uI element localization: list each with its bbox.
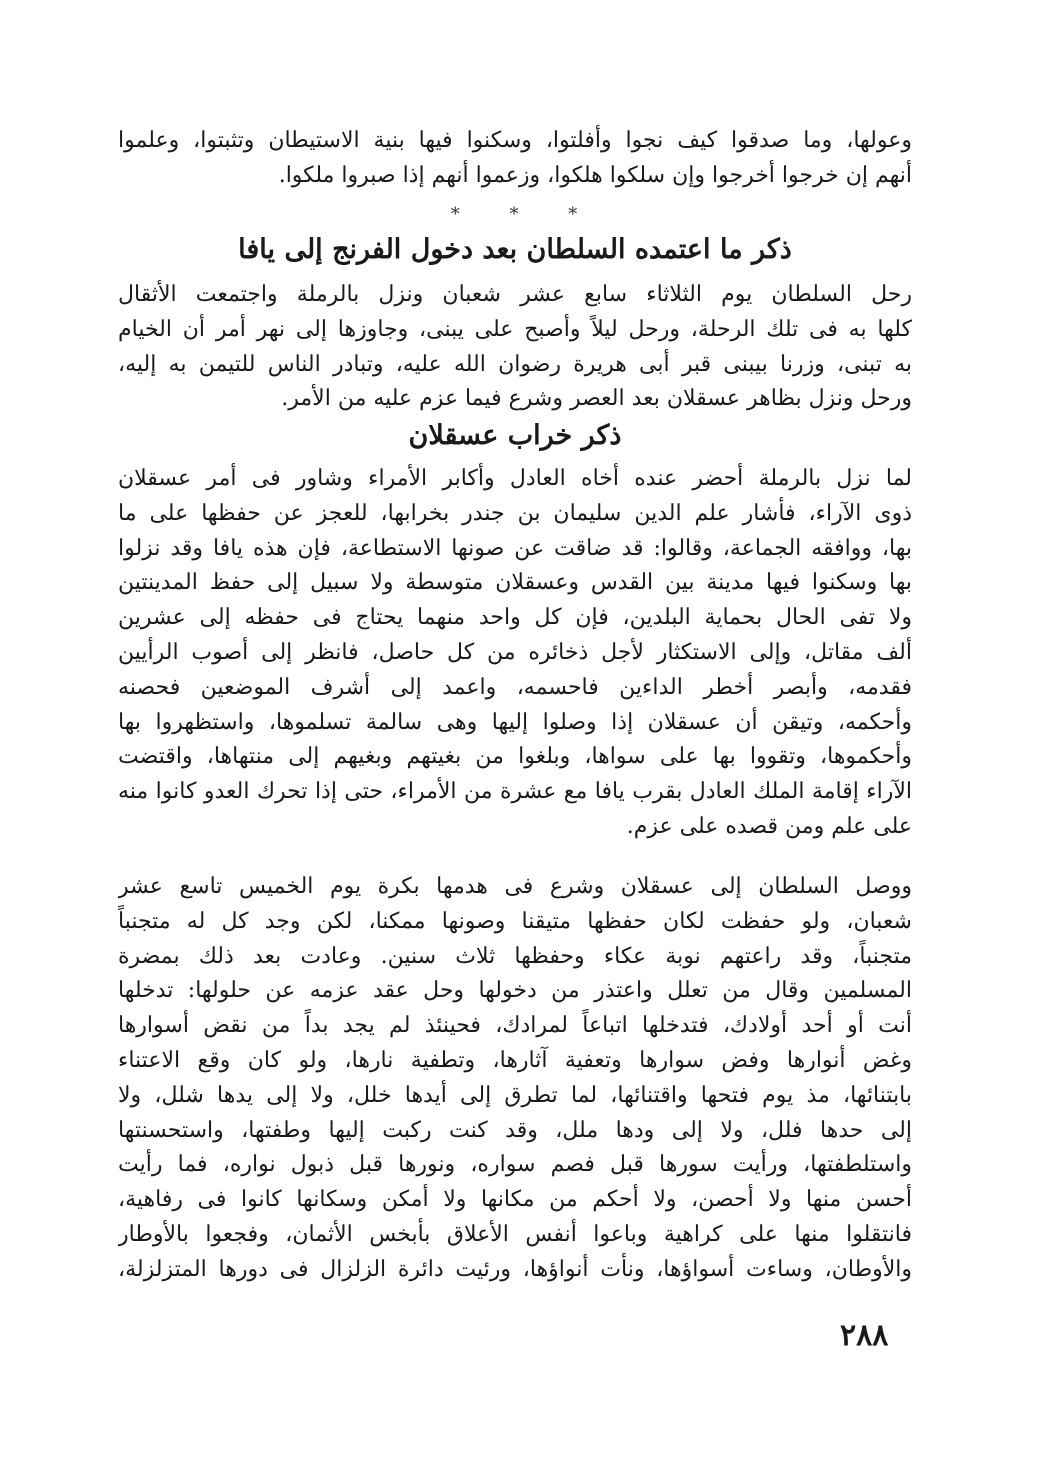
- section3-paragraph: [118, 870, 912, 1288]
- section-heading: ذكر خراب عسقلان: [408, 420, 622, 451]
- section1-paragraph: [118, 278, 912, 417]
- text-line: أنت أو أحد أولادك، فتدخلها اتباعاً لمرادك، فحينئذ لم يجد بداً من نقض أسوارها: [118, 1013, 912, 1039]
- text-line: أحسن منها ولا أحصن، ولا أحكم من مكانها ولا أمكن وسكانها كانوا فى رفاهية،: [118, 1187, 912, 1213]
- text-line: ذوى الآراء، فأشار علم الدين سليمان بن جندر بخرابها، للعجز عن حفظها على ما: [118, 500, 912, 526]
- text-line: المسلمين وقال من تعلل واعتذر من دخولها وحل عقد عزمه عن حلولها: تدخلها: [118, 978, 912, 1004]
- text-line: أنهم إن خرجوا أخرجوا وإن سلكوا هلكوا، وزعموا أنهم إذا صبروا ملكوا.: [278, 162, 912, 188]
- text-line: إلى حدها فلل، ولا إلى ودها ملل، وقد كنت ركبت إليها وطفتها، واستحسنتها: [118, 1117, 912, 1143]
- text-line: فقدمه، وأبصر أخطر الداءين فاحسمه، واعمد إلى أشرف الموضعين فحصنه: [118, 674, 912, 700]
- text-line: لما نزل بالرملة أحضر عنده أخاه العادل وأكابر الأمراء وشاور فى أمر عسقلان: [118, 466, 912, 491]
- text-line: ورحل ونزل بظاهر عسقلان بعد العصر وشرع فيما عزم عليه من الأمر.: [281, 386, 912, 412]
- text-line: وعولها، وما صدقوا كيف نجوا وأفلتوا، وسكنوا فيها بنية الاستيطان وتثبتوا، وعلموا: [118, 128, 912, 153]
- text-line: وغض أنوارها وفض سوارها وتعفية آثارها، وتطفية نارها، ولو كان وقع الاعتناء: [118, 1047, 912, 1073]
- text-line: واستلطفتها، ورأيت سورها قبل فصم سواره، ونورها قبل ذبول نواره، فما رأيت: [118, 1152, 912, 1178]
- text-line: متجنباً، وقد راعتهم نوبة عكاء وحفظها ثلاث سنين. وعادت بعد ذلك بمضرة: [118, 943, 912, 969]
- text-line: ووصل السلطان إلى عسقلان وشرع فى هدمها بكرة يوم الخميس تاسع عشر: [118, 874, 912, 899]
- text-line: وأحكموها، وتقووا بها على سواها، وبلغوا من بغيتهم وبغيهم إلى منتهاها، واقتضت: [118, 744, 912, 770]
- text-line: والأوطان، وساءت أسواؤها، ونأت أنواؤها، ورئيت دائرة الزلزال فى دورها المتزلزلة،: [118, 1256, 912, 1282]
- section-heading: ذكر ما اعتمده السلطان بعد دخول الفرنج إلى يافا: [238, 234, 792, 265]
- intro-paragraph: [118, 124, 912, 194]
- text-line: ألف مقاتل، وإلى الاستكثار لأجل ذخائره من كل حاصل، فانظر إلى أصوب الرأيين: [118, 639, 912, 665]
- text-line: رحل السلطان يوم الثلاثاء سابع عشر شعبان ونزل بالرملة واجتمعت الأثقال: [118, 282, 912, 307]
- text-line: فانتقلوا منها على كراهية وباعوا أنفس الأعلاق بأبخس الأثمان، وفجعوا بالأوطار: [118, 1221, 912, 1247]
- text-line: كلها به فى تلك الرحلة، ورحل ليلاً وأصبح على يبنى، وجاوزها إلى نهر أمر أن الخيام: [118, 316, 912, 342]
- text-line: ولا تفى الحال بحماية البلدين، فإن كل واحد منهما يحتاج فى حفظه إلى عشرين: [118, 605, 912, 631]
- text-line: بها وسكنوا فيها مدينة بين القدس وعسقلان متوسطة ولا سبيل إلى حفظ المدينتين: [118, 570, 912, 596]
- text-line: بابتنائها، مذ يوم فتحها واقتنائها، لما تطرق إلى أيدها خلل، ولا إلى يدها شلل، ولا: [118, 1082, 912, 1108]
- section-separator: * * *: [450, 204, 600, 225]
- text-line: وأحكمه، وتيقن أن عسقلان إذا وصلوا إليها وهى سالمة تسلموها، واستظهروا بها: [118, 709, 912, 735]
- text-line: شعبان، ولو حفظت لكان حفظها متيقنا وصونها ممكنا، لكن وجد كل له متجنباً: [118, 908, 912, 934]
- section2-paragraph: [118, 462, 912, 845]
- text-line: بها، ووافقه الجماعة، وقالوا: قد ضاقت عن صونها الاستطاعة، فإن هذه يافا وقد نزلوا: [118, 535, 912, 561]
- text-line: الآراء إقامة الملك العادل بقرب يافا مع عشرة من الأمراء، حتى إذا تحرك العدو كانوا منه: [118, 779, 912, 805]
- text-line: به تبنى، وزرنا بيبنى قبر أبى هريرة رضوان الله عليه، وتبادر الناس للتيمن به إليه،: [118, 351, 912, 377]
- page-number: ٢٨٨: [840, 1318, 889, 1353]
- text-line: على علم ومن قصده على عزم.: [626, 813, 912, 839]
